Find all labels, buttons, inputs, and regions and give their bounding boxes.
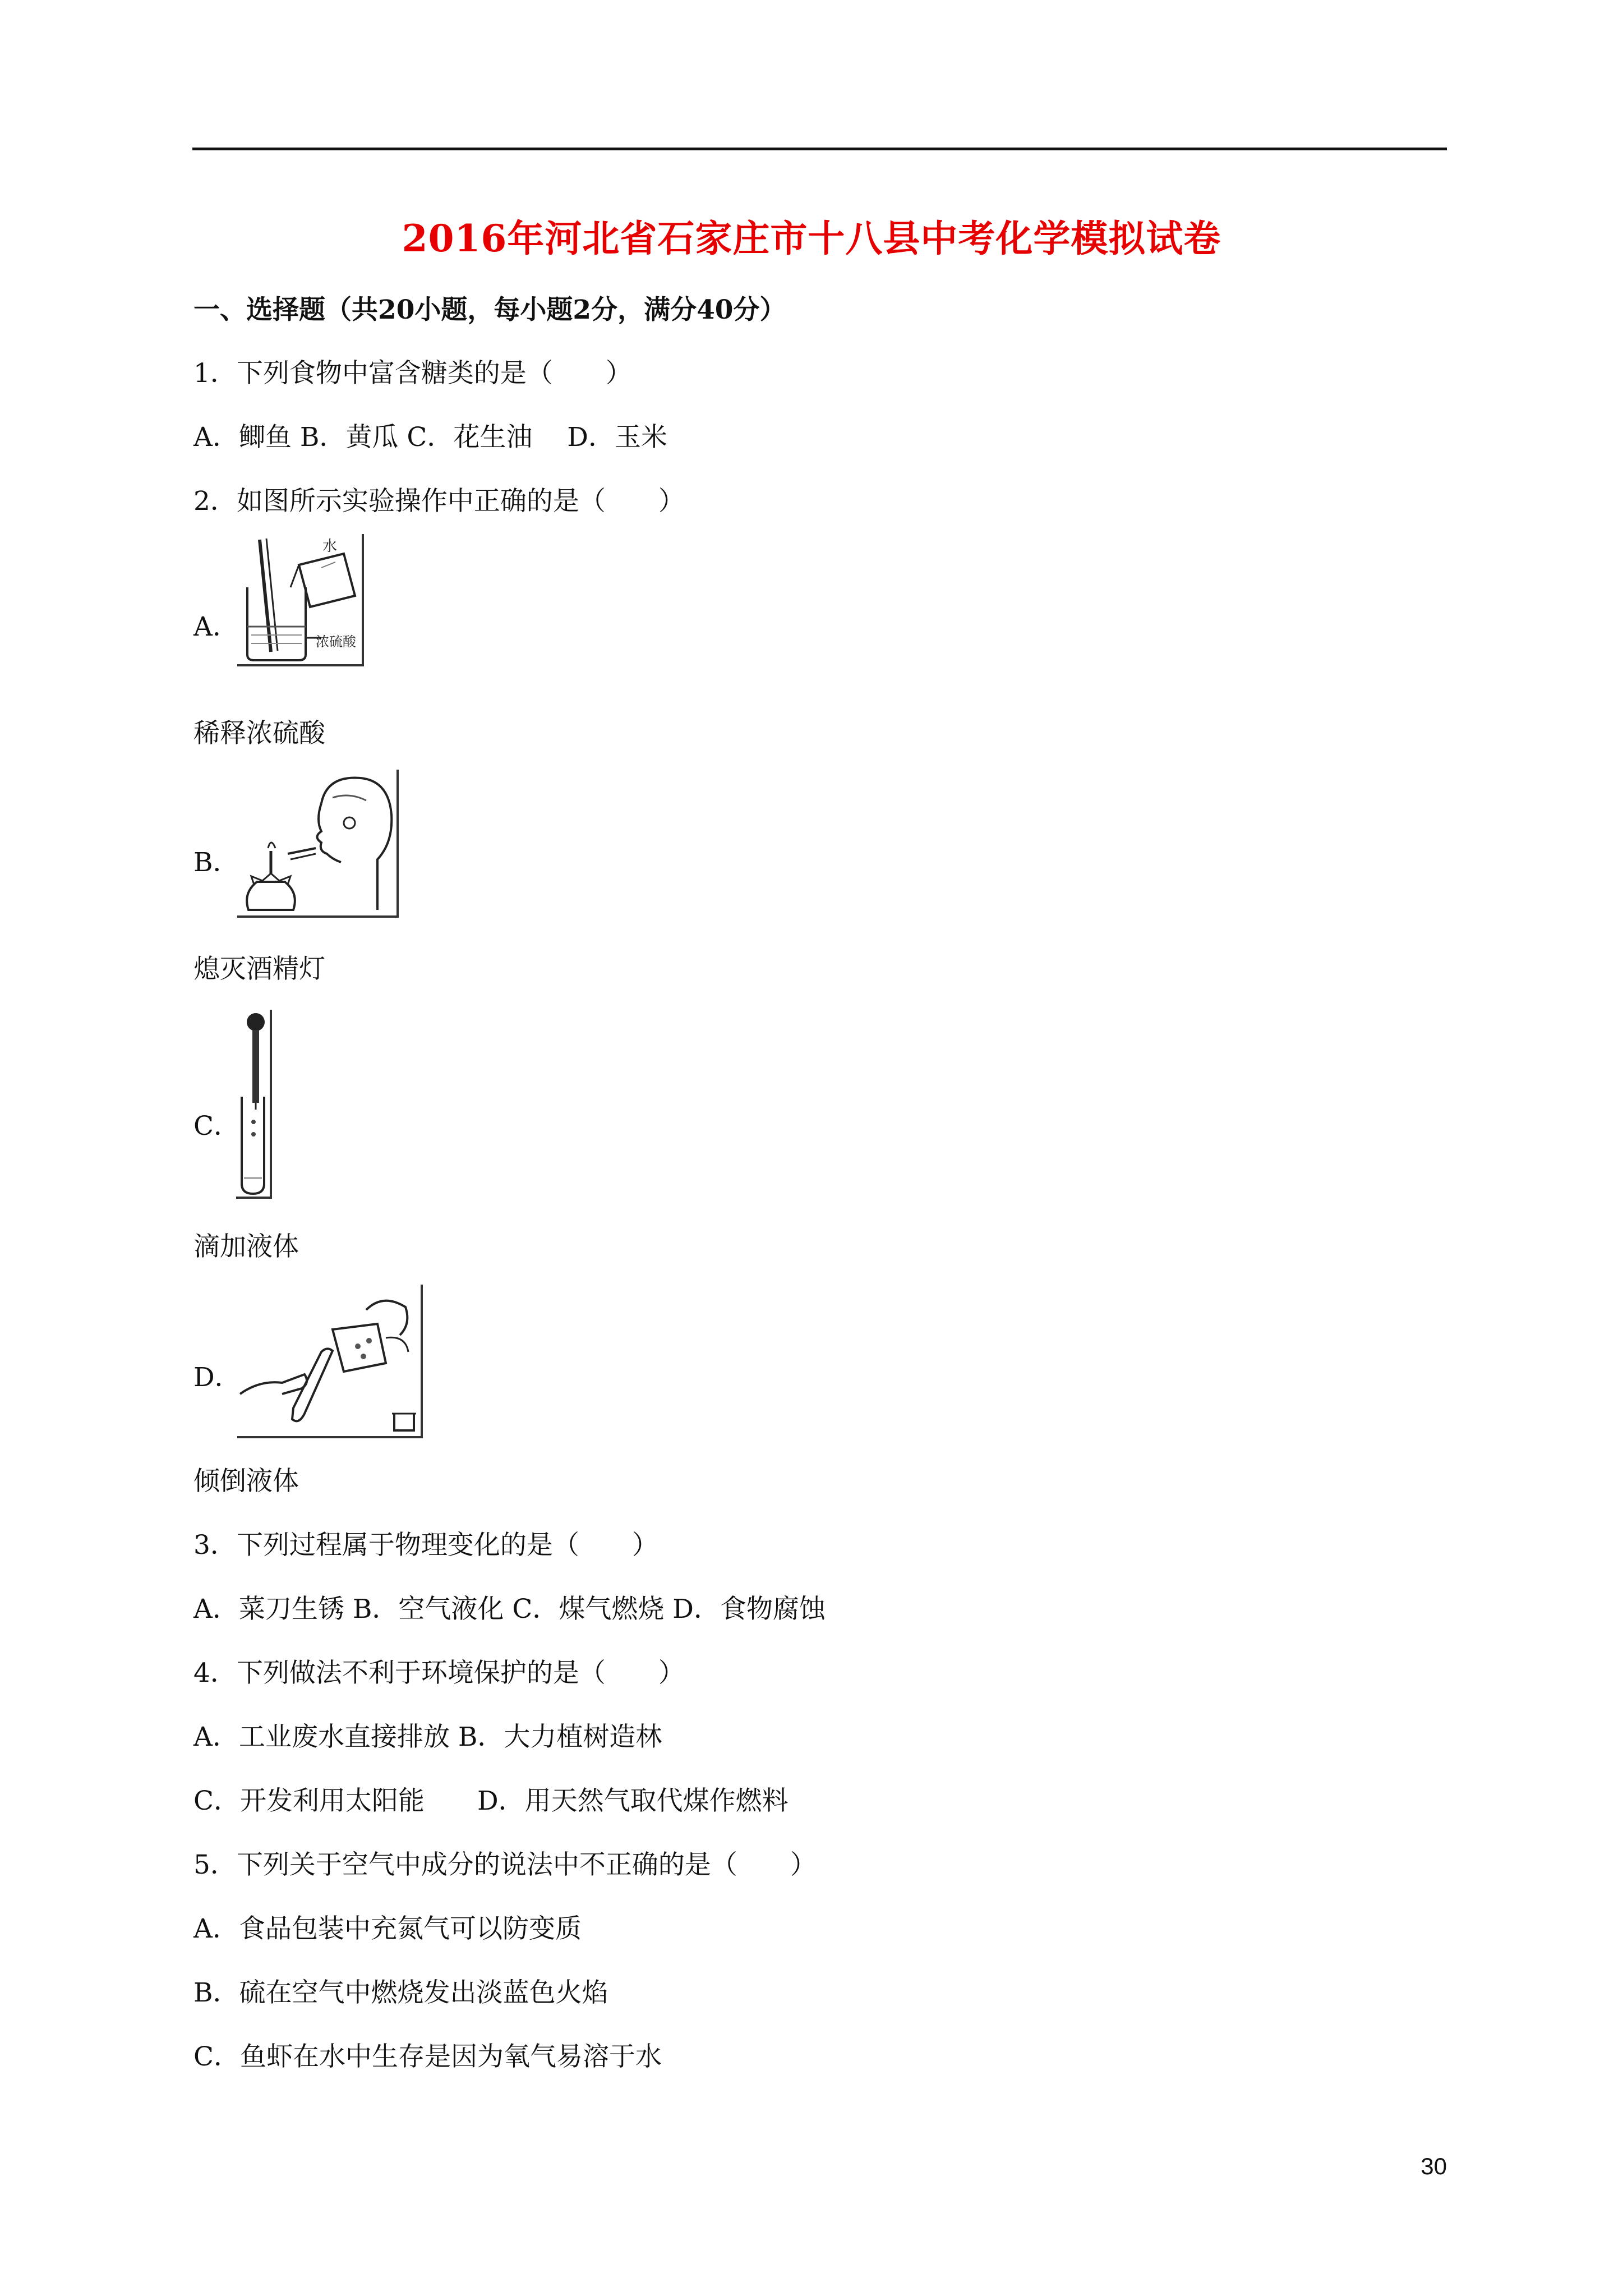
question-5-option-a: A．食品包装中充氮气可以防变质 bbox=[193, 1913, 582, 1944]
question-3-options: A．菜刀生锈 B．空气液化 C．煤气燃烧 D．食物腐蚀 bbox=[193, 1594, 826, 1625]
pouring-liquid-figure bbox=[237, 1285, 423, 1438]
option-a-letter: A． bbox=[193, 611, 239, 642]
option-b-caption: 熄灭酒精灯 bbox=[193, 954, 325, 984]
question-2-stem: 2．如图所示实验操作中正确的是（ ） bbox=[193, 486, 685, 517]
question-5-option-b: B．硫在空气中燃烧发出淡蓝色火焰 bbox=[193, 1977, 608, 2008]
question-1-options: A．鲫鱼 B．黄瓜 C．花生油 D．玉米 bbox=[193, 422, 667, 453]
question-4-options-row-2: C．开发利用太阳能 D．用天然气取代煤作燃料 bbox=[193, 1786, 789, 1816]
dilute-acid-figure bbox=[237, 534, 364, 666]
option-a-caption: 稀释浓硫酸 bbox=[193, 718, 325, 749]
section-heading: 一、选择题（共20小题，每小题2分，满分40分） bbox=[193, 295, 786, 325]
person-blowing-lamp-illustration bbox=[237, 770, 396, 915]
water-label: 水 bbox=[322, 538, 338, 555]
option-c-letter: C． bbox=[193, 1111, 240, 1142]
option-d-caption: 倾倒液体 bbox=[193, 1466, 299, 1497]
page-title: 2016年河北省石家庄市十八县中考化学模拟试卷 bbox=[402, 217, 1221, 260]
question-5-option-c: C．鱼虾在水中生存是因为氧气易溶于水 bbox=[193, 2041, 662, 2072]
question-1-stem: 1．下列食物中富含糖类的是（ ） bbox=[193, 358, 632, 389]
acid-label: 浓硫酸 bbox=[316, 634, 356, 650]
option-d-letter: D． bbox=[193, 1362, 241, 1393]
question-3-stem: 3．下列过程属于物理变化的是（ ） bbox=[193, 1530, 658, 1561]
question-4-options-row-1: A．工业废水直接排放 B．大力植树造林 bbox=[193, 1722, 662, 1752]
option-c-caption: 滴加液体 bbox=[193, 1231, 299, 1262]
blow-out-lamp-figure bbox=[237, 770, 399, 918]
dropper-tube-illustration bbox=[236, 1010, 270, 1197]
page-number: 30 bbox=[1421, 2153, 1447, 2179]
option-b-letter: B． bbox=[193, 847, 239, 878]
question-5-stem: 5．下列关于空气中成分的说法中不正确的是（ ） bbox=[193, 1849, 817, 1880]
header-rule bbox=[192, 148, 1447, 150]
beaker-pouring-illustration bbox=[237, 534, 362, 664]
question-4-stem: 4．下列做法不利于环境保护的是（ ） bbox=[193, 1658, 685, 1688]
hands-pouring-illustration bbox=[237, 1285, 421, 1436]
dropping-liquid-figure bbox=[236, 1010, 272, 1199]
